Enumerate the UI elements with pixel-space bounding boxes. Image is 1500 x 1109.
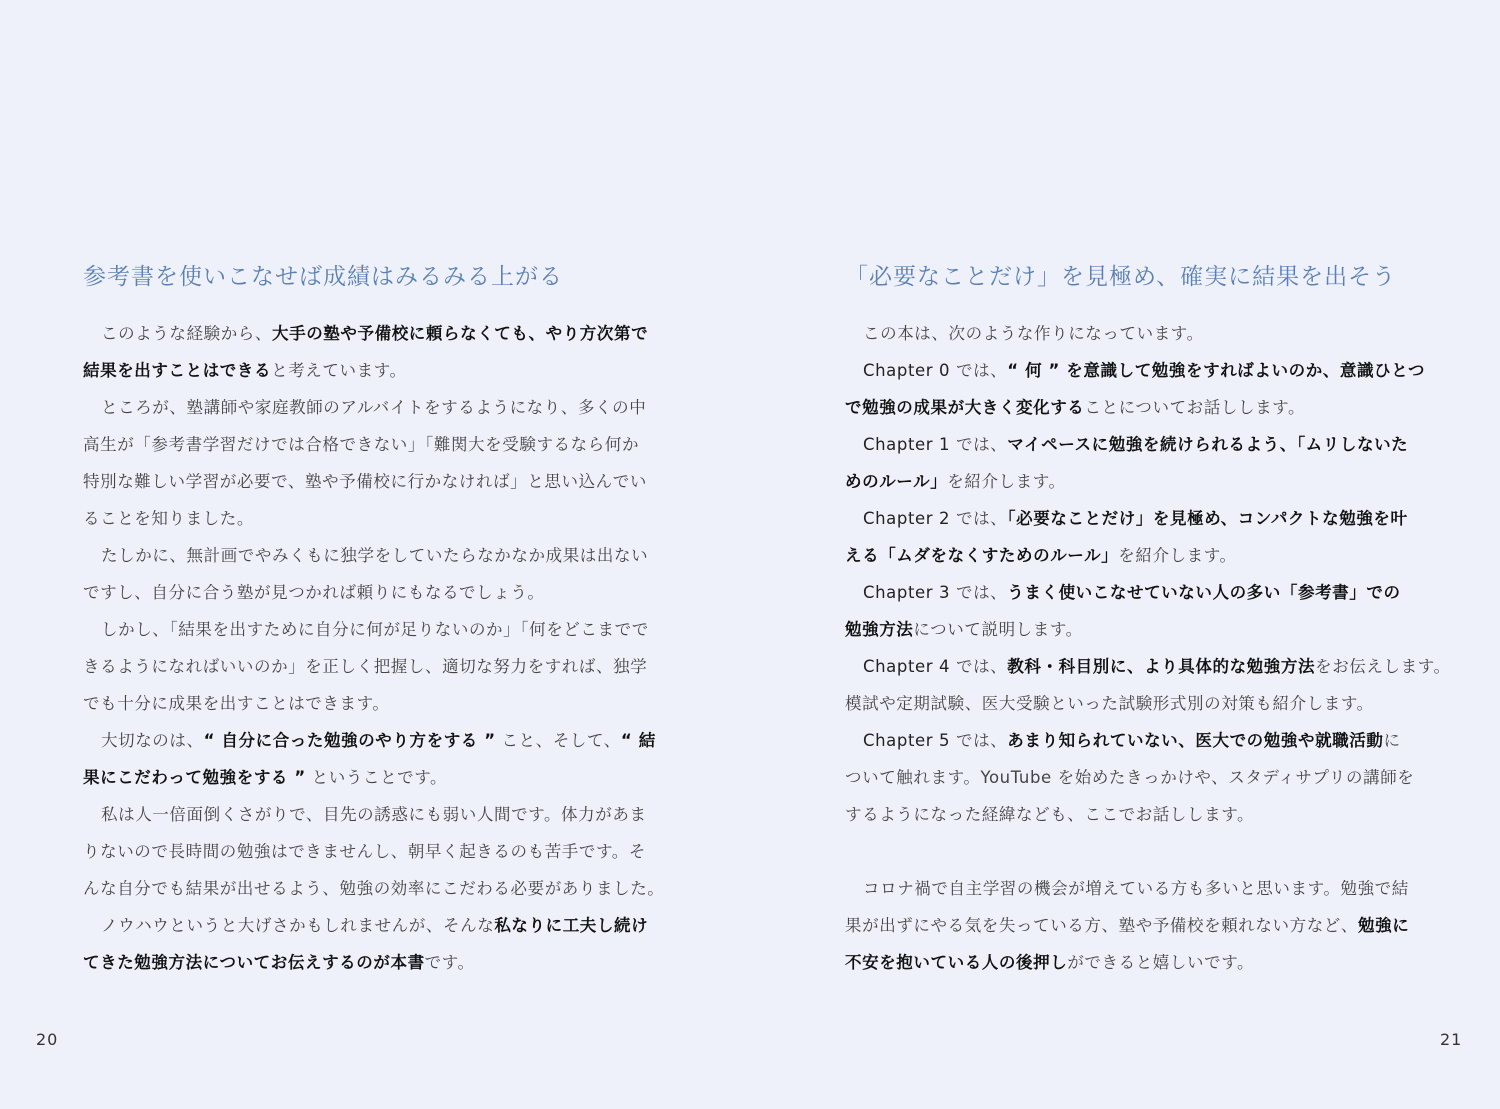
emphasis-text: 私なりに工夫し続け bbox=[494, 916, 649, 935]
text-line bbox=[83, 796, 663, 833]
text-span: では、 bbox=[950, 361, 1008, 380]
emphasis-text: うまく使いこなせていない人の多い「参考書」での bbox=[1007, 583, 1401, 602]
text-span: でも十分に成果を出すことはできます。 bbox=[83, 694, 390, 713]
text-span: ができると嬉しいです。 bbox=[1067, 953, 1255, 972]
text-line bbox=[83, 426, 663, 463]
text-span: 高生が「参考書学習だけでは合格できない」「難関大を受験するなら何か bbox=[83, 435, 640, 454]
text-line bbox=[845, 537, 1425, 574]
text-span: コロナ禍で自主学習の機会が増えている方も多いと思います。勉強で結 bbox=[863, 879, 1409, 898]
emphasis-text: てきた勉強方法についてお伝えするのが本書 bbox=[83, 953, 425, 972]
text-line bbox=[845, 463, 1425, 500]
text-span: きるようになればいいのか」を正しく把握し、適切な努力をすれば、独学 bbox=[83, 657, 648, 676]
text-line bbox=[83, 389, 663, 426]
text-line bbox=[83, 759, 663, 796]
text-span: ることを知りました。 bbox=[83, 509, 254, 528]
blank-line bbox=[845, 833, 1425, 870]
text-span: Chapter 2 bbox=[863, 509, 951, 528]
text-span: では、 bbox=[950, 435, 1008, 454]
text-span: ところが、塾講師や家庭教師のアルバイトをするようになり、多くの中 bbox=[101, 398, 647, 417]
section-heading: 参考書を使いこなせば成績はみるみる上がる bbox=[83, 264, 563, 290]
text-span: では、 bbox=[950, 657, 1008, 676]
emphasis-text: 勉強方法 bbox=[845, 620, 914, 639]
text-span: しかし、「結果を出すために自分に何が足りないのか」「何をどこまでで bbox=[101, 620, 649, 639]
text-span: Chapter 5 bbox=[863, 731, 951, 750]
text-span: について説明します。 bbox=[913, 620, 1083, 639]
text-line bbox=[845, 796, 1425, 833]
text-line bbox=[845, 611, 1425, 648]
text-line bbox=[845, 944, 1425, 981]
emphasis-text: 不安を抱いている人の後押し bbox=[845, 953, 1068, 972]
text-span: 模試や定期試験、医大受験といった試験形式別の対策も紹介します。 bbox=[845, 694, 1374, 713]
text-span: では、 bbox=[950, 583, 1008, 602]
text-line bbox=[845, 907, 1425, 944]
text-line bbox=[83, 907, 663, 944]
text-line bbox=[845, 648, 1451, 685]
text-span: Chapter 0 bbox=[863, 361, 951, 380]
emphasis-text: “ 何 ” を意識して勉強をすればよいのか、意識ひとつ bbox=[1007, 361, 1426, 380]
text-span: Chapter 1 bbox=[863, 435, 951, 454]
text-span: では、 bbox=[950, 731, 1008, 750]
emphasis-text: マイペースに勉強を続けられるよう、「ムリしないた bbox=[1007, 435, 1409, 454]
emphasis-text: で勉強の成果が大きく変化する bbox=[845, 398, 1085, 417]
text-span: このような経験から、 bbox=[101, 324, 272, 343]
text-span: するようになった経緯なども、ここでお話しします。 bbox=[845, 805, 1255, 824]
text-line bbox=[845, 759, 1425, 796]
section-heading: 「必要なことだけ」を見極め、確実に結果を出そう bbox=[845, 264, 1397, 290]
text-line bbox=[83, 944, 663, 981]
text-line bbox=[845, 722, 1425, 759]
text-span: 私は人一倍面倒くさがりで、目先の誘惑にも弱い人間です。体力があま bbox=[101, 805, 647, 824]
text-span: 特別な難しい学習が必要で、塾や予備校に行かなければ」と思い込んでい bbox=[83, 472, 647, 491]
text-span: を紹介します。 bbox=[1118, 546, 1237, 565]
text-line bbox=[83, 648, 663, 685]
text-line bbox=[845, 352, 1425, 389]
emphasis-text: える「ムダをなくすためのルール」 bbox=[845, 546, 1119, 565]
text-line bbox=[83, 722, 663, 759]
text-line bbox=[845, 500, 1425, 537]
text-span: です。 bbox=[424, 953, 475, 972]
text-span: では、 bbox=[950, 509, 1008, 528]
text-line bbox=[845, 426, 1425, 463]
text-line bbox=[83, 537, 663, 574]
emphasis-text: めのルール」 bbox=[845, 472, 948, 491]
emphasis-text: 結果を出すことはできる bbox=[83, 361, 272, 380]
page-number: 21 bbox=[1440, 1030, 1463, 1049]
text-span: をお伝えします。 bbox=[1315, 657, 1451, 676]
body-text bbox=[845, 315, 1451, 981]
text-line bbox=[845, 870, 1425, 907]
text-line bbox=[83, 315, 663, 352]
text-span: ということです。 bbox=[305, 768, 448, 787]
text-span: Chapter 4 bbox=[863, 657, 951, 676]
text-line bbox=[83, 611, 663, 648]
text-span: と考えています。 bbox=[271, 361, 407, 380]
text-line bbox=[83, 352, 663, 389]
text-line bbox=[83, 870, 663, 907]
text-span: こと、そして、 bbox=[495, 731, 621, 750]
text-line bbox=[845, 389, 1425, 426]
text-span: に bbox=[1383, 731, 1401, 750]
emphasis-text: 勉強に bbox=[1358, 916, 1410, 935]
text-line bbox=[845, 574, 1425, 611]
emphasis-text: 果にこだわって勉強をする ” bbox=[83, 768, 306, 787]
text-span: たしかに、無計画でやみくもに独学をしていたらなかなか成果は出ない bbox=[101, 546, 649, 565]
text-line bbox=[83, 574, 663, 611]
text-line bbox=[83, 463, 663, 500]
emphasis-text: “ 自分に合った勉強のやり方をする ” bbox=[203, 731, 496, 750]
text-span: を紹介します。 bbox=[947, 472, 1066, 491]
text-line bbox=[83, 500, 663, 537]
text-span: 大切なのは、 bbox=[101, 731, 204, 750]
emphasis-text: 大手の塾や予備校に頼らなくても、やり方次第で bbox=[272, 324, 649, 343]
text-line bbox=[83, 685, 663, 722]
text-span: この本は、次のような作りになっています。 bbox=[863, 324, 1204, 343]
text-span: ですし、自分に合う塾が見つかれば頼りにもなるでしょう。 bbox=[83, 583, 545, 602]
emphasis-text: “ 結 bbox=[620, 731, 656, 750]
body-text bbox=[83, 315, 663, 981]
text-span: Chapter 3 bbox=[863, 583, 951, 602]
emphasis-text: 教科・科目別に、より具体的な勉強方法 bbox=[1007, 657, 1316, 676]
text-line bbox=[83, 833, 663, 870]
page-number: 20 bbox=[36, 1030, 59, 1049]
text-span: ことについてお話しします。 bbox=[1084, 398, 1306, 417]
emphasis-text: あまり知られていない、医大での勉強や就職活動 bbox=[1007, 731, 1384, 750]
text-span: んな自分でも結果が出せるよう、勉強の効率にこだわる必要がありました。 bbox=[83, 879, 665, 898]
text-span: ノウハウというと大げさかもしれませんが、そんな bbox=[101, 916, 495, 935]
right-page bbox=[750, 0, 1500, 1109]
text-line bbox=[845, 315, 1425, 352]
text-span: りないので長時間の勉強はできませんし、朝早く起きるのも苦手です。そ bbox=[83, 842, 646, 861]
text-span: 果が出ずにやる気を失っている方、塾や予備校を頼れない方など、 bbox=[845, 916, 1358, 935]
emphasis-text: 「必要なことだけ」を見極め、コンパクトな勉強を叶 bbox=[1007, 509, 1408, 528]
text-span: ついて触れます。YouTube を始めたきっかけや、スタディサプリの講師を bbox=[845, 768, 1415, 787]
text-line bbox=[845, 685, 1425, 722]
